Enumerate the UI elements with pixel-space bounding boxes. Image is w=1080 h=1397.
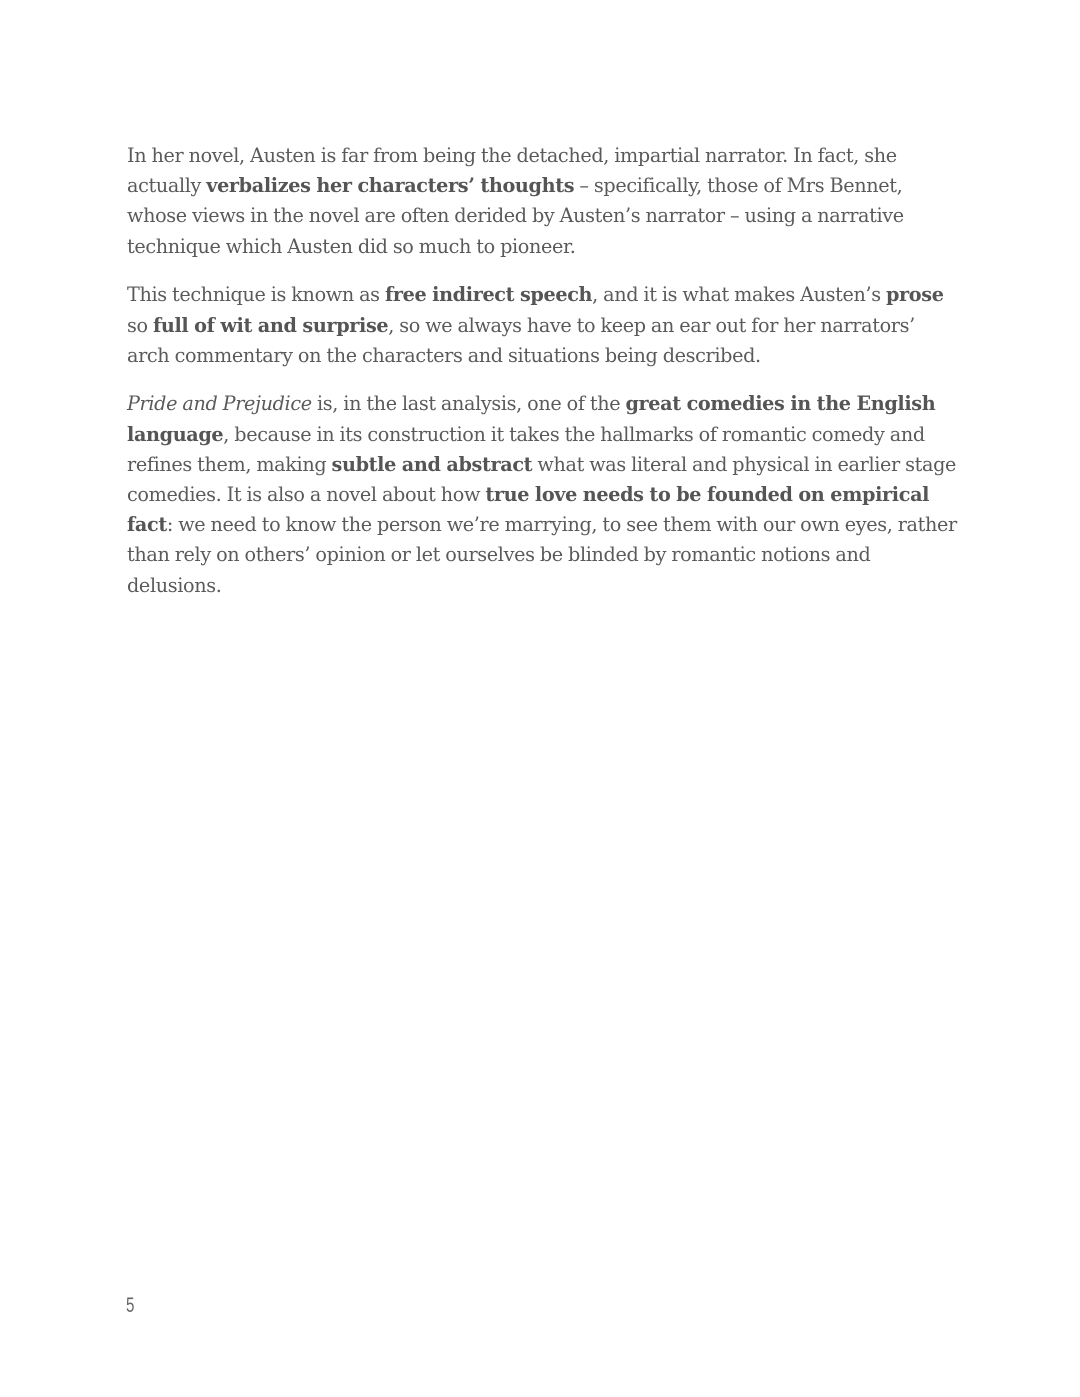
bold-phrase: verbalizes her characters’ thoughts: [206, 174, 575, 198]
bold-phrase: prose: [885, 283, 944, 307]
bold-phrase: subtle and abstract: [331, 452, 533, 476]
bold-phrase: true love needs to be founded on empirical fact: [127, 483, 930, 537]
bold-phrase: great comedies in the English language: [127, 392, 936, 446]
text-segment: so: [127, 313, 153, 337]
bold-phrase: full of wit and surprise: [152, 313, 389, 337]
paragraph-2: [127, 280, 957, 371]
text-segment: : we need to know the person we’re marrying, to see them with our own eyes, rather than rely on others’ opinion or let ourselves be blinded by romantic notions and delusions.: [127, 513, 957, 597]
text-segment: – specifically, those of Mrs Bennet, whose views in the novel are often derided by Austen’s narrator – using a narrative technique which Austen did so much to pioneer.: [127, 174, 904, 258]
text-segment: , so we always have to keep an ear out for her narrators’ arch commentary on the characters and situations being described.: [127, 313, 915, 367]
text-segment: This technique is known as: [127, 283, 385, 307]
page-number: 5: [126, 1294, 135, 1317]
paragraph-3: [127, 389, 957, 600]
text-segment: , because in its construction it takes the hallmarks of romantic comedy and refines them, making: [127, 422, 925, 476]
text-segment: what was literal and physical in earlier stage comedies. It is also a novel about how: [127, 452, 957, 507]
book-title: Pride and Prejudice: [127, 392, 312, 416]
text-segment: , and it is what makes Austen’s: [592, 283, 886, 307]
bold-phrase: free indirect speech: [384, 283, 593, 307]
text-segment: In her novel, Austen is far from being the detached, impartial narrator. In fact, she actually: [127, 144, 897, 198]
paragraph-1: [127, 141, 957, 262]
document-body: [127, 141, 957, 619]
text-segment: is, in the last analysis, one of the: [311, 392, 626, 416]
